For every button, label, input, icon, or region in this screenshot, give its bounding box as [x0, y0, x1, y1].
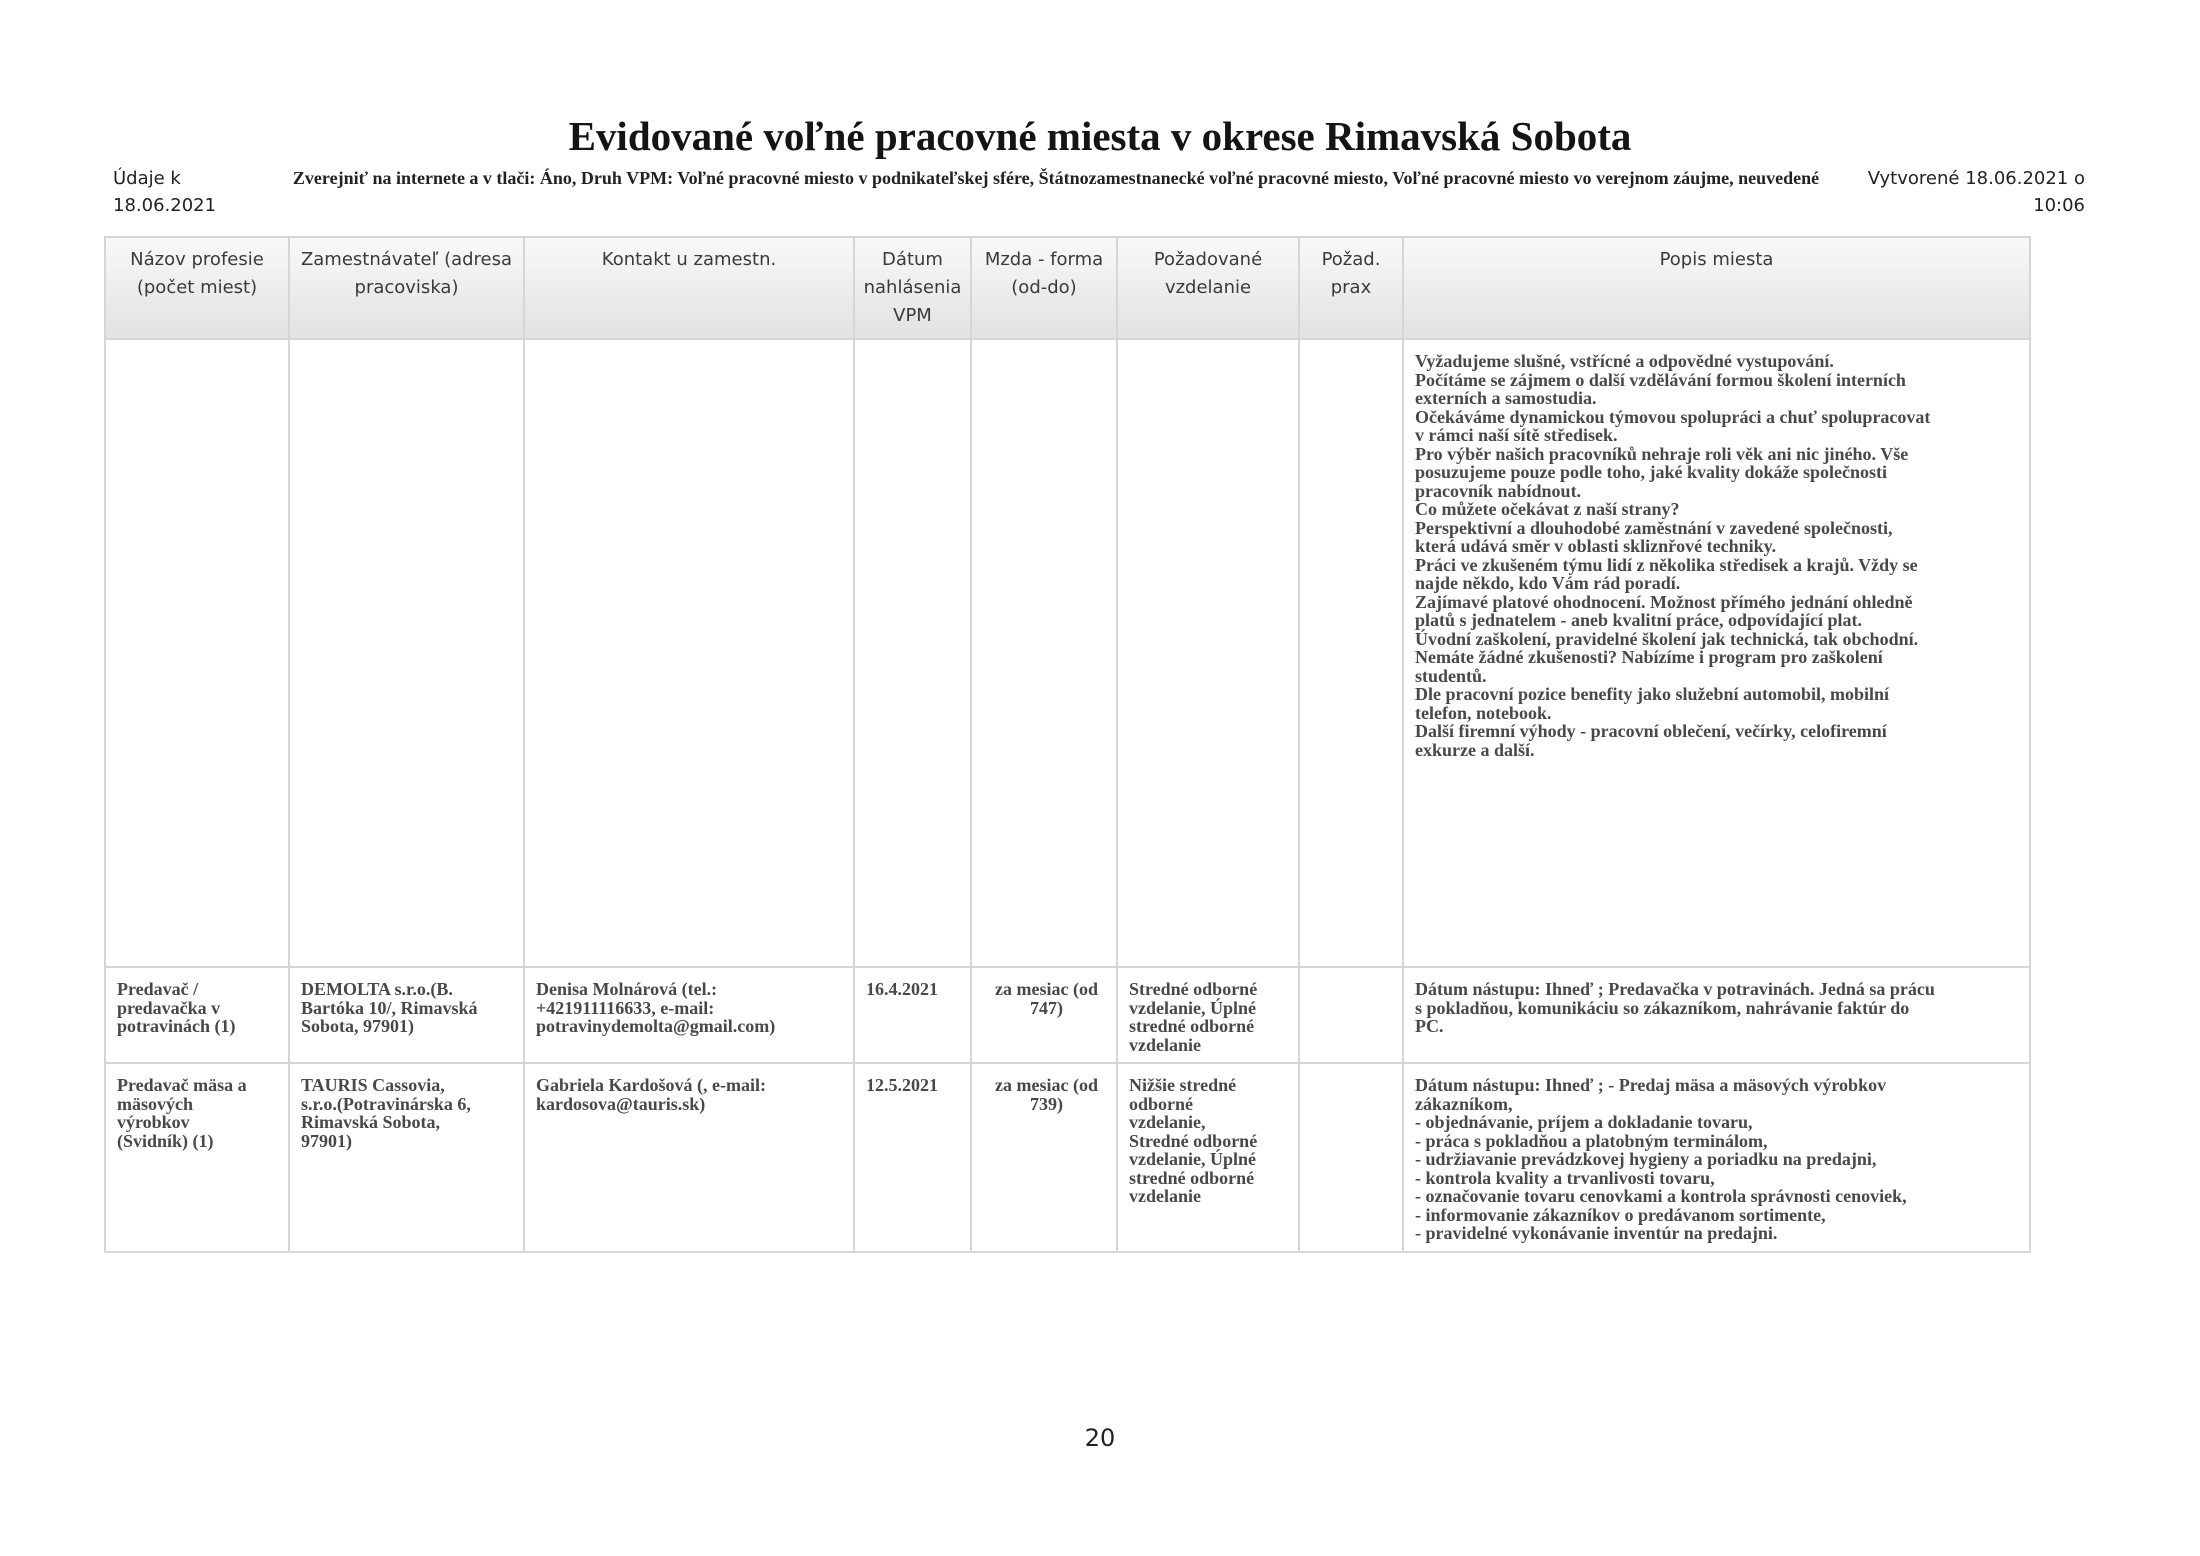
table-row	[105, 967, 2030, 1063]
cell-profession: Predavač mäsa a mäsových výrobkov (Svidník) (1)	[105, 1063, 289, 1252]
header-contact: Kontakt u zamestn.	[524, 237, 854, 339]
cell-description: Dátum nástupu: Ihneď ; Predavačka v potravinách. Jedná sa prácu s pokladňou, komunikáciu so zákazníkom, nahrávanie faktúr do PC.	[1403, 967, 2030, 1063]
filter-description: Zverejniť na internete a v tlači: Áno, Druh VPM: Voľné pracovné miesto v podnikateľskej sfére, Štátnozamestnanecké voľné pracovné miesto, Voľné pracovné miesto vo verejnom záujme, neuvedené	[292, 168, 1820, 188]
cell-practice	[1299, 339, 1403, 967]
cell-education	[1117, 339, 1299, 967]
cell-description: Vyžadujeme slušné, vstřícné a odpovědné vystupování. Počítáme se zájmem o další vzdělávání formou školení interních externích a samostudia. Očekáváme dynamickou týmovou spolupráci a chuť spolupracovat v rámci naší sítě středisek. Pro výběr našich pracovníků nehraje roli věk ani nic jiného. Vše posuzujeme pouze podle toho, jaké kvality dokáže společnosti pracovník nabídnout. Co můžete očekávat z naší strany? Perspektivní a dlouhodobé zaměstnání v zavedené společnosti, která udává směr v oblasti skliznřové techniky. Práci ve zkušeném týmu lidí z několika středisek a krajů. Vždy se najde někdo, kdo Vám rád poradí. Zajímavé platové ohodnocení. Možnost přímého jednání ohledně platů s jednatelem - aneb kvalitní práce, odpovídající plat. Úvodní zaškolení, pravidelné školení jak technická, tak obchodní. Nemáte žádné zkušenosti? Nabízíme i program pro zaškolení studentů. Dle pracovní pozice benefity jako služební automobil, mobilní telefon, notebook. Další firemní výhody - pracovní oblečení, večírky, celofiremní exkurze a další.	[1403, 339, 2030, 967]
header-employer: Zamestnávateľ (adresa pracoviska)	[289, 237, 524, 339]
cell-date: 12.5.2021	[854, 1063, 971, 1252]
cell-date: 16.4.2021	[854, 967, 971, 1063]
created-timestamp: Vytvorené 18.06.2021 o 10:06	[1867, 168, 2085, 216]
header-wage: Mzda - forma (od-do)	[971, 237, 1117, 339]
cell-contact: Gabriela Kardošová (, e-mail: kardosova@tauris.sk)	[524, 1063, 854, 1252]
cell-practice	[1299, 1063, 1403, 1252]
cell-profession	[105, 339, 289, 967]
header-date: Dátum nahlásenia VPM	[854, 237, 971, 339]
cell-education: Nižšie stredné odborné vzdelanie, Stredné odborné vzdelanie, Úplné stredné odborné vzdelanie	[1117, 1063, 1299, 1252]
cell-employer	[289, 339, 524, 967]
table-row	[105, 339, 2030, 967]
page-title: Evidované voľné pracovné miesta v okrese Rimavská Sobota	[568, 113, 1632, 159]
cell-wage: za mesiac (od 739)	[971, 1063, 1117, 1252]
data-date-label: Údaje k 18.06.2021	[113, 168, 217, 216]
header-description: Popis miesta	[1403, 237, 2030, 339]
page-number: 20	[1084, 1424, 1116, 1452]
cell-education: Stredné odborné vzdelanie, Úplné stredné odborné vzdelanie	[1117, 967, 1299, 1063]
cell-date	[854, 339, 971, 967]
cell-wage	[971, 339, 1117, 967]
cell-description: Dátum nástupu: Ihneď ; - Predaj mäsa a mäsových výrobkov zákazníkom, - objednávanie, príjem a dokladanie tovaru, - práca s pokladňou a platobným terminálom, - udržiavanie prevádzkovej hygieny a poriadku na predajni, - kontrola kvality a trvanlivosti tovaru, - označovanie tovaru cenovkami a kontrola správnosti cenoviek, - informovanie zákazníkov o predávanom sortimente, - pravidelné vykonávanie inventúr na predajni.	[1403, 1063, 2030, 1252]
cell-profession: Predavač / predavačka v potravinách (1)	[105, 967, 289, 1063]
cell-contact: Denisa Molnárová (tel.: +421911116633, e-mail: potravinydemolta@gmail.com)	[524, 967, 854, 1063]
header-practice: Požad. prax	[1299, 237, 1403, 339]
cell-contact	[524, 339, 854, 967]
table-row	[105, 1063, 2030, 1252]
vacancies-table	[104, 236, 2031, 1253]
cell-practice	[1299, 967, 1403, 1063]
header-education: Požadované vzdelanie	[1117, 237, 1299, 339]
cell-employer: TAURIS Cassovia, s.r.o.(Potravinárska 6, Rimavská Sobota, 97901)	[289, 1063, 524, 1252]
header-profession: Názov profesie (počet miest)	[105, 237, 289, 339]
table-header-row	[105, 237, 2030, 339]
cell-employer: DEMOLTA s.r.o.(B. Bartóka 10/, Rimavská Sobota, 97901)	[289, 967, 524, 1063]
cell-wage: za mesiac (od 747)	[971, 967, 1117, 1063]
